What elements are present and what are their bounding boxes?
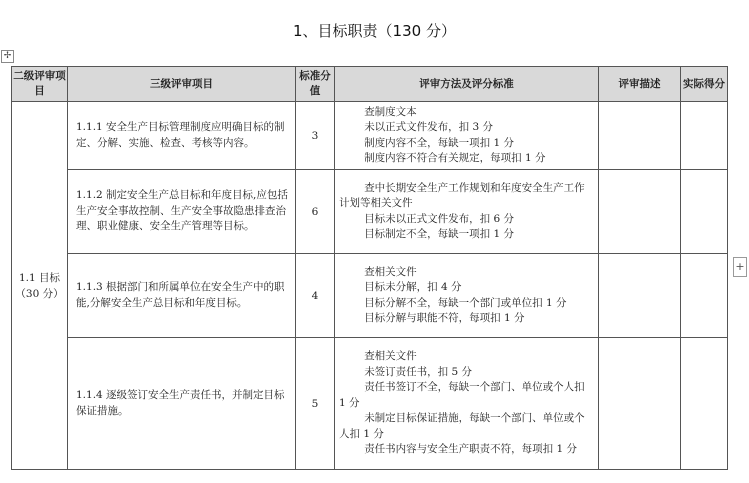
method-cell[interactable] bbox=[335, 170, 599, 254]
method-cell[interactable] bbox=[335, 254, 599, 338]
header-description: 评审描述 bbox=[599, 67, 681, 102]
table-move-handle-icon[interactable]: ✢ bbox=[1, 50, 14, 63]
method-line: 责任书签订不全，每缺一个部门、单位或个人扣 1 分 bbox=[339, 381, 585, 409]
group-cell[interactable] bbox=[12, 102, 68, 470]
item-cell[interactable]: 1.1.4 逐级签订安全生产责任书，并制定目标保证措施。 bbox=[68, 338, 296, 470]
table-row bbox=[12, 254, 728, 338]
description-cell[interactable] bbox=[599, 254, 681, 338]
table-row bbox=[12, 102, 728, 170]
method-line: 目标分解不全，每缺一个部门或单位扣 1 分 bbox=[364, 296, 567, 309]
page-title: 1、目标职责（130 分） bbox=[293, 22, 456, 40]
score-cell[interactable]: 3 bbox=[296, 102, 335, 170]
actual-score-cell[interactable] bbox=[681, 102, 728, 170]
actual-score-cell[interactable] bbox=[681, 338, 728, 470]
item-cell[interactable]: 1.1.3 根据部门和所属单位在安全生产中的职能,分解安全生产总目标和年度目标。 bbox=[68, 254, 296, 338]
group-label: 1.1 目标 bbox=[18, 271, 61, 284]
method-cell[interactable] bbox=[335, 338, 599, 470]
table-row bbox=[12, 170, 728, 254]
method-line: 目标未以正式文件发布，扣 6 分 bbox=[364, 212, 515, 225]
scoring-table bbox=[11, 66, 728, 470]
header-level2: 二级评审项目 bbox=[12, 67, 68, 102]
add-row-button[interactable]: + bbox=[733, 257, 747, 277]
method-line: 查制度文本 bbox=[364, 105, 417, 118]
description-cell[interactable] bbox=[599, 170, 681, 254]
method-line: 目标分解与职能不符，每项扣 1 分 bbox=[364, 312, 525, 324]
actual-score-cell[interactable] bbox=[681, 170, 728, 254]
header-actual: 实际得分 bbox=[681, 67, 728, 102]
method-line: 查中长期安全生产工作规划和年度安全生产工作计划等相关文件 bbox=[339, 181, 585, 209]
score-cell[interactable]: 4 bbox=[296, 254, 335, 338]
method-line: 制度内容不符合有关规定，每项扣 1 分 bbox=[364, 152, 546, 164]
method-line: 责任书内容与安全生产职责不符，每项扣 1 分 bbox=[364, 443, 578, 456]
method-line: 未制定目标保证措施，每缺一个部门、单位或个人扣 1 分 bbox=[339, 412, 585, 440]
description-cell[interactable] bbox=[599, 102, 681, 170]
description-cell[interactable] bbox=[599, 338, 681, 470]
method-line: 目标未分解，扣 4 分 bbox=[364, 281, 462, 293]
item-cell[interactable]: 1.1.1 安全生产目标管理制度应明确目标的制定、分解、实施、检查、考核等内容。 bbox=[68, 102, 296, 170]
method-cell[interactable] bbox=[335, 102, 599, 170]
header-standard: 标准分值 bbox=[296, 67, 335, 102]
method-line: 目标制定不全，每缺一项扣 1 分 bbox=[364, 228, 515, 240]
item-cell[interactable]: 1.1.2 制定安全生产总目标和年度目标,应包括生产安全事故控制、生产安全事故隐患排查治理、职业健康、安全生产管理等目标。 bbox=[68, 170, 296, 254]
header-level3: 三级评审项目 bbox=[68, 67, 296, 102]
method-line: 查相关文件 bbox=[364, 350, 417, 363]
table-header-row bbox=[12, 67, 728, 102]
method-line: 未以正式文件发布，扣 3 分 bbox=[364, 121, 494, 133]
method-line: 查相关文件 bbox=[364, 265, 417, 278]
score-cell[interactable]: 5 bbox=[296, 338, 335, 470]
score-cell[interactable]: 6 bbox=[296, 170, 335, 254]
actual-score-cell[interactable] bbox=[681, 254, 728, 338]
group-score: （30 分） bbox=[15, 287, 64, 300]
method-line: 未签订责任书，扣 5 分 bbox=[364, 365, 473, 378]
method-line: 制度内容不全，每缺一项扣 1 分 bbox=[364, 136, 515, 149]
table-row bbox=[12, 338, 728, 470]
header-method: 评审方法及评分标准 bbox=[335, 67, 599, 102]
